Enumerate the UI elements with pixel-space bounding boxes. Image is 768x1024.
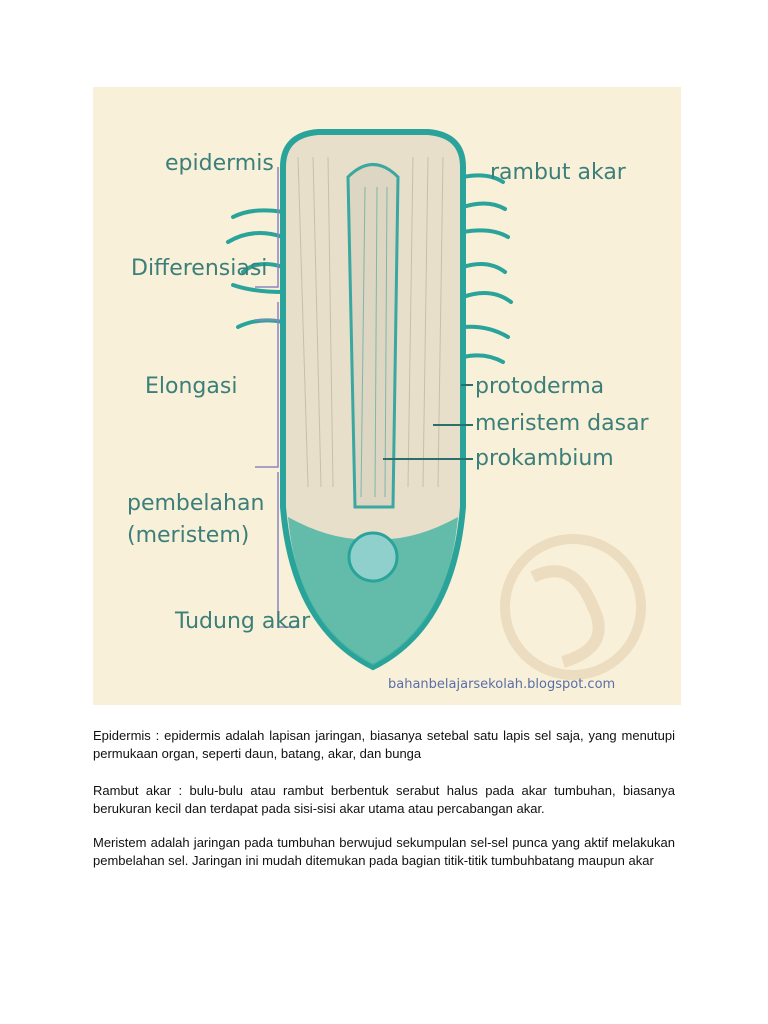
root-diagram-figure (93, 87, 681, 705)
paragraph-rambut-akar: Rambut akar : bulu-bulu atau rambut berbentuk serabut halus pada akar tumbuhan, biasanya berukuran kecil dan terdapat pada sisi-sisi akar utama atau percabangan akar. (93, 783, 675, 816)
paragraph-meristem: Meristem adalah jaringan pada tumbuhan berwujud sekumpulan sel-sel punca yang aktif melakukan pembelahan sel. Jaringan ini mudah ditemukan pada bagian titik-titik tumbuhbatang maupun akar (93, 835, 675, 868)
label-pembelahan: pembelahan (127, 491, 265, 516)
paragraph-epidermis: Epidermis : epidermis adalah lapisan jaringan, biasanya setebal satu lapis sel saja, yang menutupi permukaan organ, seperti daun, batang, akar, dan bunga (93, 728, 675, 761)
apical-meristem (349, 533, 397, 581)
figure-credit: bahanbelajarsekolah.blogspot.com (388, 677, 616, 692)
label-meristem-paren: (meristem) (127, 523, 250, 548)
watermark-logo (505, 539, 641, 675)
label-differensiasi: Differensiasi (131, 256, 268, 281)
label-meristem-dasar: meristem dasar (475, 411, 649, 436)
label-rambut-akar: rambut akar (490, 160, 626, 185)
label-elongasi: Elongasi (145, 374, 238, 399)
vascular-cylinder (348, 165, 398, 508)
label-epidermis: epidermis (165, 151, 274, 176)
label-tudung-akar: Tudung akar (175, 609, 311, 634)
root-hairs-right (463, 175, 511, 362)
label-prokambium: prokambium (475, 446, 614, 471)
label-protoderma: protoderma (475, 374, 605, 399)
